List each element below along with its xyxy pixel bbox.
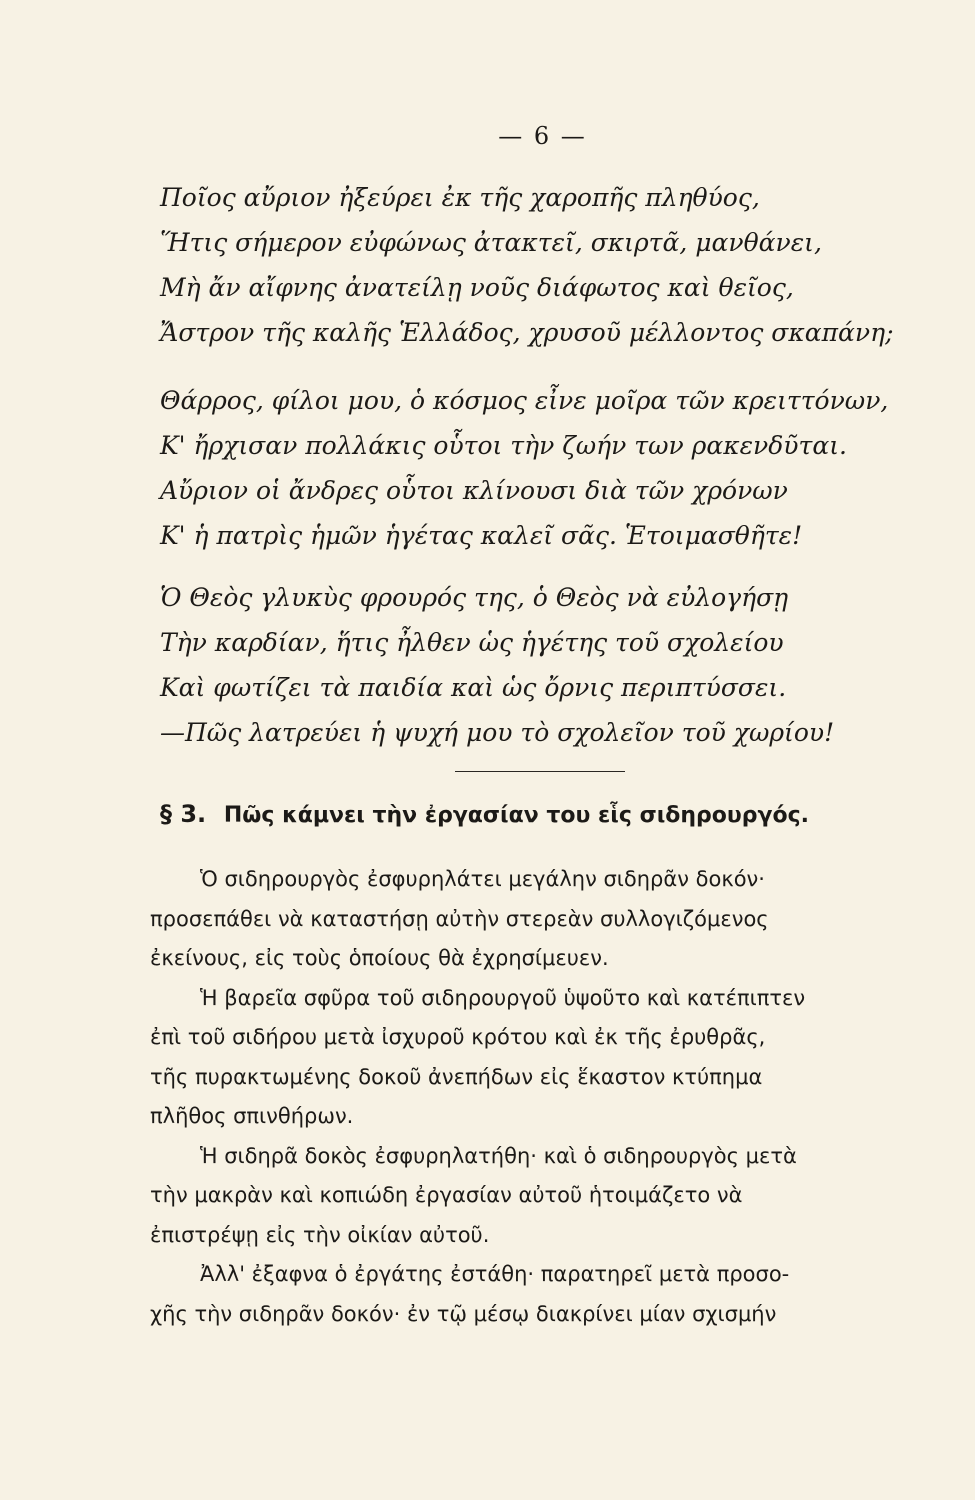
verse-line: Ἥτις σήμερον εὐφώνως ἀτακτεῖ, σκιρτᾶ, μανθάνει, xyxy=(160,228,822,257)
verse-line: Ὁ Θεὸς γλυκὺς φρουρός της, ὁ Θεὸς νὰ εὐλογήσῃ xyxy=(160,583,789,612)
verse-line: Κ' ἡ πατρὶς ἡμῶν ἡγέτας καλεῖ σᾶς. Ἑτοιμασθῆτε! xyxy=(160,521,803,550)
section-divider xyxy=(455,771,625,772)
verse-line: Θάρρος, φίλοι μου, ὁ κόσμος εἶνε μοῖρα τῶν κρειττόνων, xyxy=(160,386,889,415)
prose-line: τῆς πυρακτωμένης δοκοῦ ἀνεπήδων εἰς ἕκαστον κτύπημα xyxy=(150,1064,763,1089)
prose-line: Ἡ βαρεῖα σφῦρα τοῦ σιδηρουργοῦ ὑψοῦτο καὶ κατέπιπτεν xyxy=(200,985,806,1010)
poem-stanza-3 xyxy=(160,575,900,755)
prose-line: Ἀλλ' ἐξαφνα ὁ ἐργάτης ἐστάθη· παρατηρεῖ μετὰ προσο- xyxy=(200,1262,790,1286)
prose-line: ἐκείνους, εἰς τοὺς ὁποίους θὰ ἐχρησίμευεν. xyxy=(150,946,609,970)
prose-line: ἐπιστρέψῃ εἰς τὴν οἰκίαν αὐτοῦ. xyxy=(150,1222,490,1247)
prose-line: τὴν μακρὰν καὶ κοπιώδη ἐργασίαν αὐτοῦ ἡτοιμάζετο νὰ xyxy=(150,1183,743,1207)
verse-line: —Πῶς λατρεύει ἡ ψυχή μου τὸ σχολεῖον τοῦ χωρίου! xyxy=(160,718,835,747)
page-number: — 6 — xyxy=(498,122,587,150)
verse-line: Ἄστρον τῆς καλῆς Ἑλλάδος, χρυσοῦ μέλλοντος σκαπάνη; xyxy=(160,318,894,347)
prose-line: πλῆθος σπινθήρων. xyxy=(150,1104,354,1128)
prose-line: Ἡ σιδηρᾶ δοκὸς ἐσφυρηλατήθη· καὶ ὁ σιδηρουργὸς μετὰ xyxy=(200,1143,797,1168)
verse-line: Κ' ἤρχισαν πολλάκις οὗτοι τὴν ζωήν των ρακενδῦται. xyxy=(160,431,847,460)
prose-line: χῆς τὴν σιδηρᾶν δοκόν· ἐν τῷ μέσῳ διακρίνει μίαν σχισμήν xyxy=(150,1301,777,1326)
prose-body xyxy=(150,860,910,1334)
verse-line: Καὶ φωτίζει τὰ παιδία καὶ ὡς ὄρνις περιπτύσσει. xyxy=(160,673,787,702)
prose-line: Ὁ σιδηρουργὸς ἐσφυρηλάτει μεγάλην σιδηρᾶν δοκόν· xyxy=(200,867,765,891)
section-number: § 3. xyxy=(160,800,207,828)
verse-line: Ποῖος αὔριον ἠξεύρει ἐκ τῆς χαροπῆς πληθύος, xyxy=(160,183,760,212)
poem-stanza-2 xyxy=(160,378,900,558)
prose-line: προσεπάθει νὰ καταστήσῃ αὐτὴν στερεὰν συλλογιζόμενος xyxy=(150,906,769,931)
verse-line: Μὴ ἄν αἴφνης ἀνατείλῃ νοῦς διάφωτος καὶ θεῖος, xyxy=(160,273,794,302)
section-title: Πῶς κάμνει τὴν ἐργασίαν του εἷς σιδηρουργός. xyxy=(223,803,810,828)
section-heading xyxy=(160,800,920,828)
prose-line: ἐπὶ τοῦ σιδήρου μετὰ ἰσχυροῦ κρότου καὶ ἐκ τῆς ἐρυθρᾶς, xyxy=(150,1025,766,1049)
verse-line: Αὔριον οἱ ἄνδρες οὗτοι κλίνουσι διὰ τῶν χρόνων xyxy=(160,476,788,505)
verse-line: Τὴν καρδίαν, ἥτις ἦλθεν ὡς ἡγέτης τοῦ σχολείου xyxy=(160,628,784,657)
poem-stanza-1 xyxy=(160,175,900,355)
